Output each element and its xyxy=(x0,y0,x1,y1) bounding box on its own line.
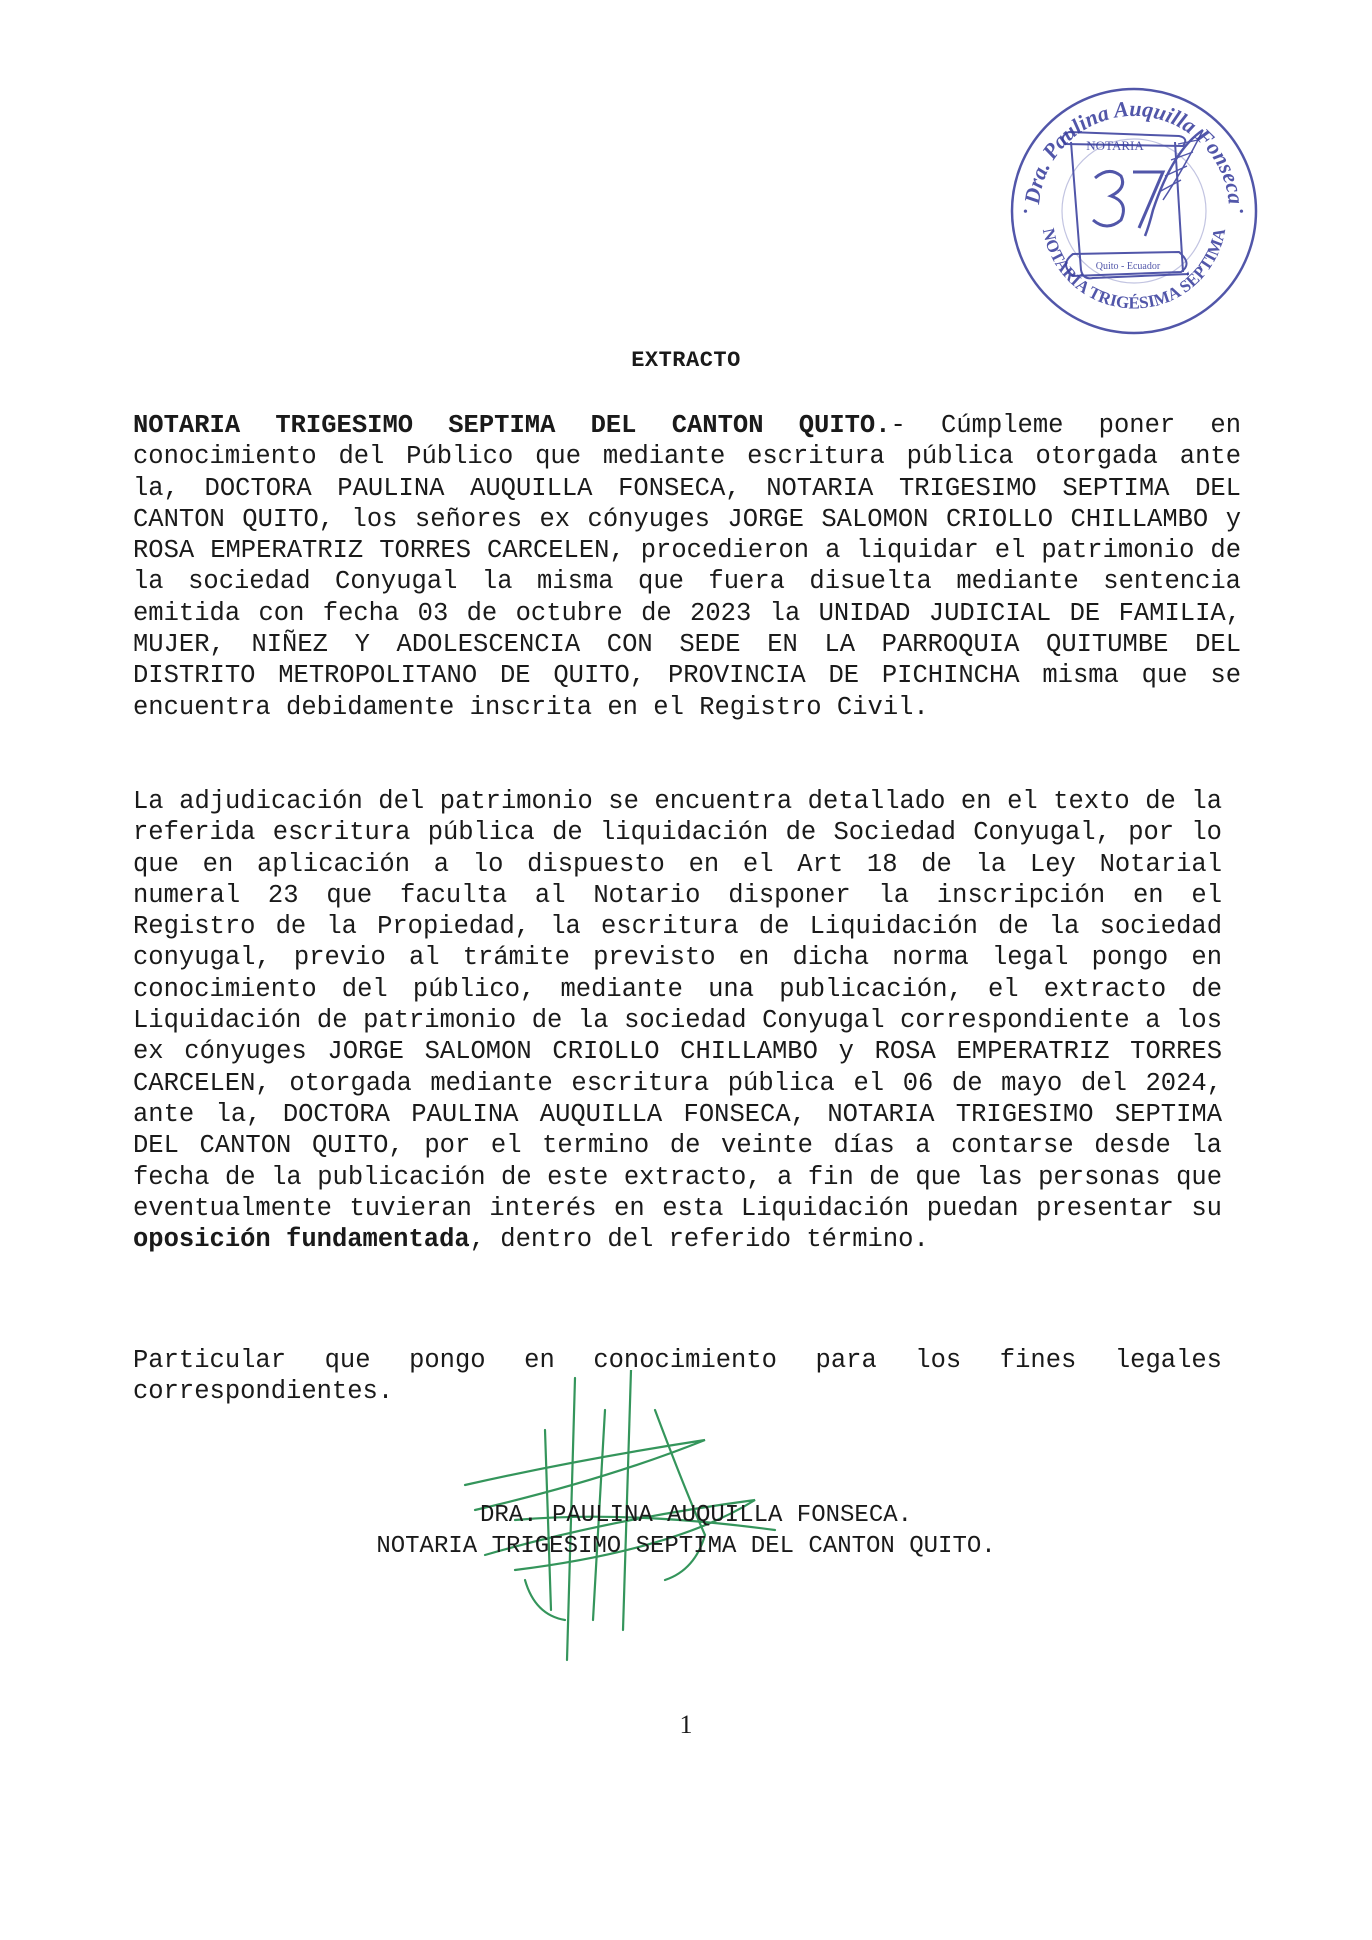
page-number: 1 xyxy=(679,1710,693,1739)
paragraph-2-bold-2: fundamentada xyxy=(286,1225,470,1255)
signer-block xyxy=(0,1500,1372,1562)
document-title: EXTRACTO xyxy=(631,348,741,373)
paragraph-1 xyxy=(133,410,1241,723)
paragraph-1-text: - Cúmpleme poner en conocimiento del Público que mediante escritura pública otorgada ante la, DOCTORA PAULINA AUQUILLA FONSECA, NOTARIA TRIGESIMO SEPTIMA DEL CANTON QUITO, los señores ex cónyuges JORGE SALOMON CRIOLLO CHILLAMBO y ROSA EMPERATRIZ TORRES CARCELEN, procedieron a liquidar el patrimonio de la sociedad Conyugal la misma que fuera disuelta mediante sentencia emitida con fecha 03 de octubre de 2023 la UNIDAD JUDICIAL DE FAMILIA, MUJER, NIÑEZ Y ADOLESCENCIA CON SEDE EN LA PARROQUIA QUITUMBE DEL DISTRITO METROPOLITANO DE QUITO, PROVINCIA DE PICHINCHA misma que se encuentra debidamente inscrita en el Registro Civil. xyxy=(133,411,1241,722)
signer-title: NOTARIA TRIGESIMO SEPTIMA DEL CANTON QUITO. xyxy=(376,1533,996,1560)
svg-text:•: • xyxy=(1023,205,1028,220)
svg-text:•: • xyxy=(1239,205,1244,220)
notary-seal xyxy=(1003,80,1265,342)
seal-ring-text-top: Dra. Paulina Auquilla Fonseca xyxy=(1019,95,1249,206)
paragraph-2 xyxy=(133,786,1222,1255)
paragraph-2-bold-1: oposición xyxy=(133,1225,271,1255)
paragraph-1-lead: NOTARIA TRIGESIMO SEPTIMA DEL CANTON QUITO. xyxy=(133,411,891,440)
seal-stamp-icon xyxy=(1003,80,1265,342)
paragraph-2-text-after: , dentro del referido término. xyxy=(469,1225,929,1255)
seal-ring-text-bottom: NOTARÍA TRIGÉSIMA SÉPTIMA xyxy=(1038,226,1230,313)
seal-inner-city: Quito - Ecuador xyxy=(1095,261,1161,272)
signer-name: DRA. PAULINA AUQUILLA FONSECA. xyxy=(479,1502,913,1529)
paragraph-2-text-before: La adjudicación del patrimonio se encuentra detallado en el texto de la referida escritura pública de liquidación de Sociedad Conyugal, por lo que en aplicación a lo dispuesto en el Art 18 de la Ley Notarial numeral 23 que faculta al Notario disponer la inscripción en el Registro de la Propiedad, la escritura de Liquidación de la sociedad conyugal, previo al trámite previsto en dicha norma legal pongo en conocimiento del público, mediante una publicación, el extracto de Liquidación de patrimonio de la sociedad Conyugal correspondiente a los ex cónyuges JORGE SALOMON CRIOLLO CHILLAMBO y ROSA EMPERATRIZ TORRES CARCELEN, otorgada mediante escritura pública el 06 de mayo del 2024, ante la, DOCTORA PAULINA AUQUILLA FONSECA, NOTARIA TRIGESIMO SEPTIMA DEL CANTON QUITO, por el termino de veinte días a contarse desde la fecha de la publicación de este extracto, a fin de que las personas que eventualmente tuvieran interés en esta Liquidación puedan presentar su xyxy=(133,787,1222,1223)
seal-inner-label: NOTARIA xyxy=(1086,138,1144,153)
paragraph-3: Particular que pongo en conocimiento para los fines legales correspondientes. xyxy=(133,1346,1222,1407)
